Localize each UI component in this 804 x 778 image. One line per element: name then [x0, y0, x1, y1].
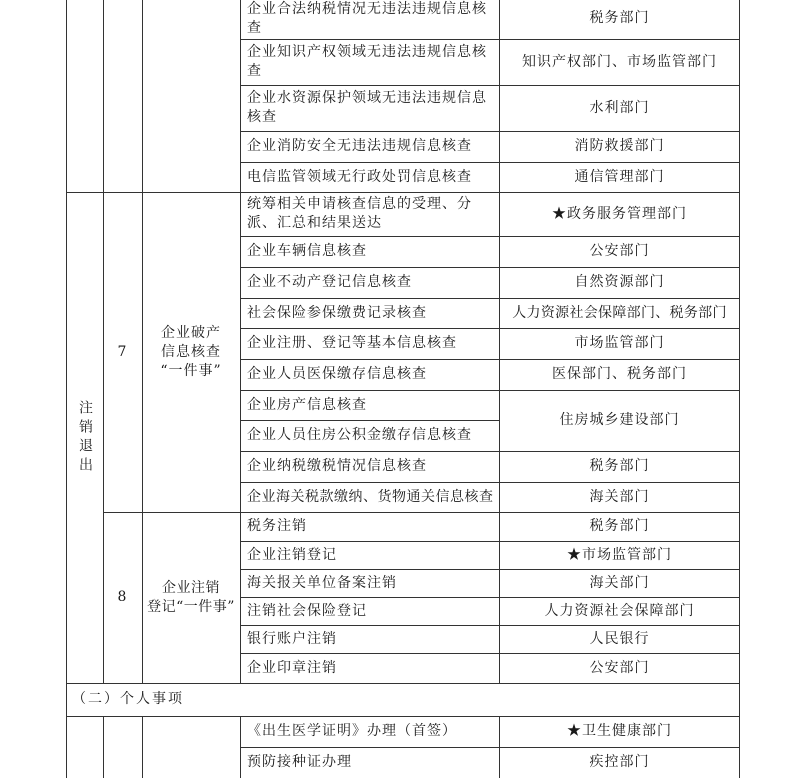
- dept-cell: 市场监管部门: [574, 335, 665, 351]
- item-cell: 企业水资源保护领域无违法违规信息核查: [247, 90, 487, 125]
- item-cell: 企业房产信息核查: [247, 396, 367, 413]
- dept-cell: 海关部门: [589, 488, 650, 505]
- dept-cell: 通信管理部门: [574, 168, 665, 185]
- dept-cell: 疾控部门: [589, 754, 650, 770]
- item-cell: 银行账户注销: [247, 630, 337, 647]
- dept-cell: 人力资源社会保障部门、税务部门: [512, 304, 727, 321]
- group-number: 7: [117, 343, 128, 360]
- item-cell: 预防接种证办理: [247, 754, 352, 770]
- dept-cell: 住房城乡建设部门: [559, 412, 680, 428]
- item-cell: 企业合法纳税情况无违法违规信息核查: [247, 0, 487, 36]
- item-cell: 企业人员医保缴存信息核查: [247, 366, 427, 382]
- category-label: 注销退出: [77, 399, 93, 476]
- group-number: 8: [117, 589, 128, 605]
- section-title: （二）个人事项: [72, 691, 184, 707]
- dept-cell: 公安部门: [589, 659, 650, 676]
- rule: [103, 716, 104, 778]
- dept-cell: ★政务服务管理部门: [552, 205, 687, 222]
- dept-cell: 公安部门: [589, 243, 650, 259]
- item-cell: 企业纳税缴税情况信息核查: [247, 458, 427, 474]
- dept-cell: ★卫生健康部门: [567, 723, 672, 739]
- dept-cell: 知识产权部门、市场监管部门: [522, 53, 717, 70]
- dept-cell: 税务部门: [589, 458, 650, 474]
- item-cell: 企业知识产权领域无违法违规信息核查: [247, 44, 487, 79]
- item-cell: 海关报关单位备案注销: [247, 574, 397, 591]
- item-cell: 企业不动产登记信息核查: [247, 274, 412, 290]
- dept-cell: 消防救援部门: [574, 138, 665, 154]
- dept-cell: 税务部门: [589, 518, 650, 534]
- rule: [142, 716, 143, 778]
- dept-cell: 自然资源部门: [574, 274, 665, 290]
- category-cell: [66, 192, 103, 683]
- item-cell: 企业注册、登记等基本信息核查: [247, 335, 457, 351]
- item-cell: 企业车辆信息核查: [247, 243, 367, 259]
- dept-cell: ★市场监管部门: [567, 546, 672, 563]
- item-cell: 注销社会保险登记: [247, 602, 367, 619]
- item-cell: 社会保险参保缴费记录核查: [247, 304, 427, 321]
- dept-cell: 税务部门: [589, 10, 650, 26]
- dept-cell: 水利部门: [589, 99, 650, 116]
- item-cell: 《出生医学证明》办理（首签）: [247, 723, 457, 739]
- dept-cell: 人民银行: [589, 630, 650, 647]
- item-cell: 企业海关税款缴纳、货物通关信息核查: [247, 488, 494, 505]
- matters-table: [66, 0, 740, 778]
- item-cell: 税务注销: [247, 518, 307, 534]
- event-name: 企业注销 登记“一件事”: [147, 579, 235, 615]
- item-cell: 企业印章注销: [247, 659, 337, 676]
- item-cell: 企业消防安全无违法违规信息核查: [247, 138, 472, 154]
- item-cell: 企业注销登记: [247, 546, 337, 563]
- dept-cell: 人力资源社会保障部门: [544, 602, 695, 619]
- dept-cell: 海关部门: [589, 574, 650, 591]
- event-name: 企业破产 信息核查 “一件事”: [160, 324, 222, 379]
- item-cell: 统筹相关申请核查信息的受理、分派、汇总和结果送达: [247, 196, 472, 231]
- item-cell: 电信监管领域无行政处罚信息核查: [247, 168, 472, 185]
- dept-cell: 医保部门、税务部门: [552, 366, 687, 382]
- item-cell: 企业人员住房公积金缴存信息核查: [247, 427, 472, 443]
